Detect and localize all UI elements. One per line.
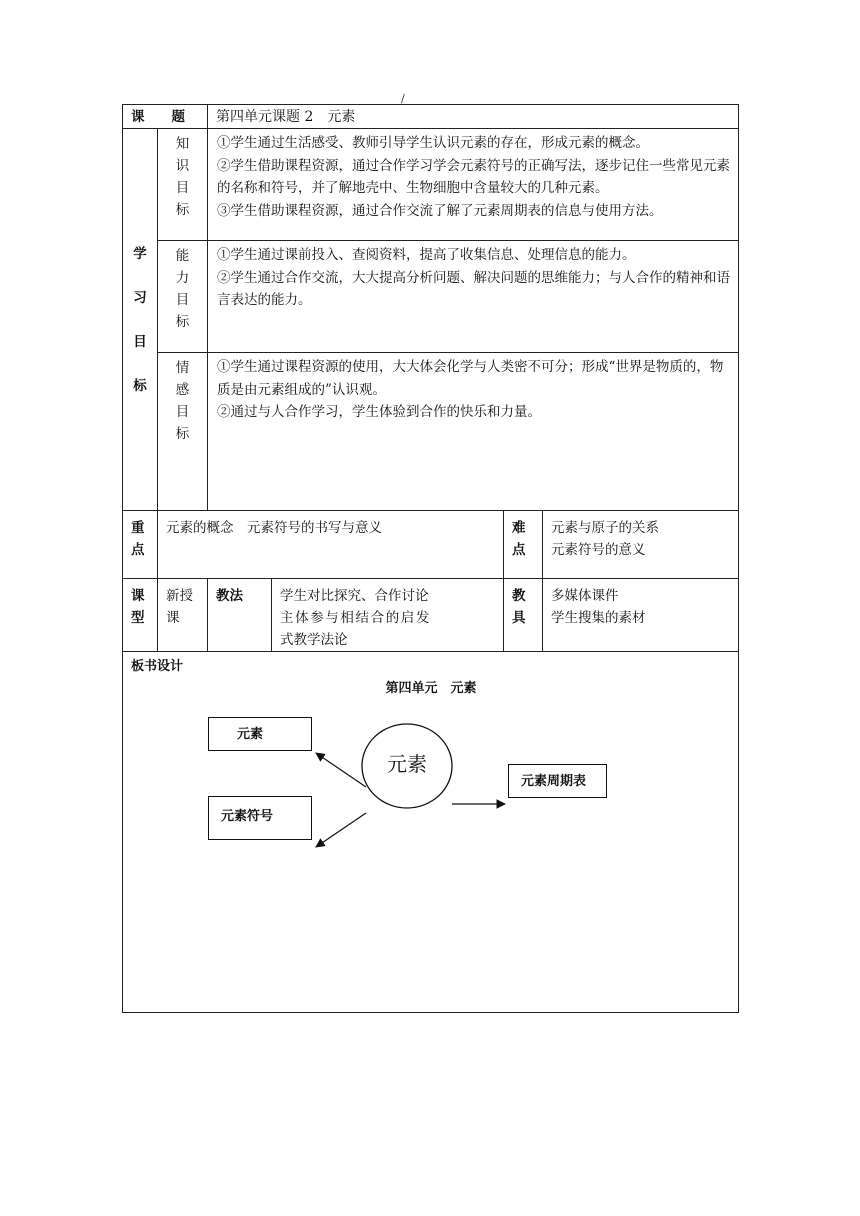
lesson-plan-table-wrapper <box>122 104 738 1007</box>
objectives-label: 学 习 目 标 <box>123 129 158 511</box>
difficulty-label: 难 点 <box>504 511 543 579</box>
board-heading: 板书设计 <box>131 659 184 674</box>
board-design <box>123 652 738 1011</box>
box-element: 元素 <box>208 717 312 751</box>
teaching-tools-label: 教 具 <box>504 579 543 652</box>
teaching-method-value: 学生对比探究、合作讨论 主体参与相结合的启发 式教学法论 <box>272 579 504 652</box>
knowledge-content <box>208 129 739 241</box>
ability-content <box>208 241 739 353</box>
emotion-item: ①学生通过课程资源的使用，大大体会化学与人类密不可分；形成“世界是物质的，物质是由元素组成的”认识观。 <box>217 359 724 398</box>
ability-label: 能 力 目 标 <box>158 241 208 353</box>
emotion-item: ②通过与人合作学习，学生体验到合作的快乐和力量。 <box>217 404 541 420</box>
teaching-method-label: 教法 <box>208 579 272 652</box>
ability-row <box>123 241 739 353</box>
difficulty-value: 元素与原子的关系 元素符号的意义 <box>543 511 739 579</box>
box-periodic-table: 元素周期表 <box>508 764 607 798</box>
ability-item: ①学生通过课前投入、查阅资料，提高了收集信息、处理信息的能力。 <box>217 247 636 263</box>
key-points-value: 元素的概念 元素符号的书写与意义 <box>158 511 504 579</box>
teaching-tools-value: 多媒体课件 学生搜集的素材 <box>543 579 739 652</box>
board-cell <box>123 652 739 1013</box>
board-title: 第四单元 元素 <box>385 681 477 696</box>
center-label: 元素 <box>387 752 427 776</box>
arrow-to-element <box>316 753 366 787</box>
emotion-row <box>123 353 739 511</box>
lesson-type-value: 新授课 <box>158 579 208 652</box>
box-element-symbol: 元素符号 <box>208 796 312 840</box>
lesson-plan-table <box>122 104 739 1013</box>
topic-label: 课 题 <box>123 105 208 129</box>
arrow-to-symbol <box>316 813 366 847</box>
knowledge-label: 知 识 目 标 <box>158 129 208 241</box>
knowledge-item: ①学生通过生活感受、教师引导学生认识元素的存在，形成元素的概念。 <box>217 135 649 151</box>
page-mark: / <box>401 92 405 105</box>
lesson-type-label: 课 型 <box>123 579 158 652</box>
board-row <box>123 652 739 1013</box>
emotion-content <box>208 353 739 511</box>
knowledge-row <box>123 129 739 241</box>
ability-item: ②学生通过合作交流，大大提高分析问题、解决问题的思维能力；与人合作的精神和语言表达的能力。 <box>217 269 730 308</box>
key-points-label: 重 点 <box>123 511 158 579</box>
knowledge-item: ③学生借助课程资源，通过合作交流了解了元素周期表的信息与使用方法。 <box>217 202 663 219</box>
topic-row <box>123 105 739 129</box>
knowledge-item: ②学生借助课程资源，通过合作学习学会元素符号的正确写法，逐步记住一些常见元素的名称和符号，并了解地壳中、生物细胞中含量较大的几种元素。 <box>217 157 730 196</box>
lesson-type-row <box>123 579 739 652</box>
emotion-label: 情 感 目 标 <box>158 353 208 511</box>
topic-value: 第四单元课题 2 元素 <box>208 105 739 129</box>
key-points-row <box>123 511 739 579</box>
